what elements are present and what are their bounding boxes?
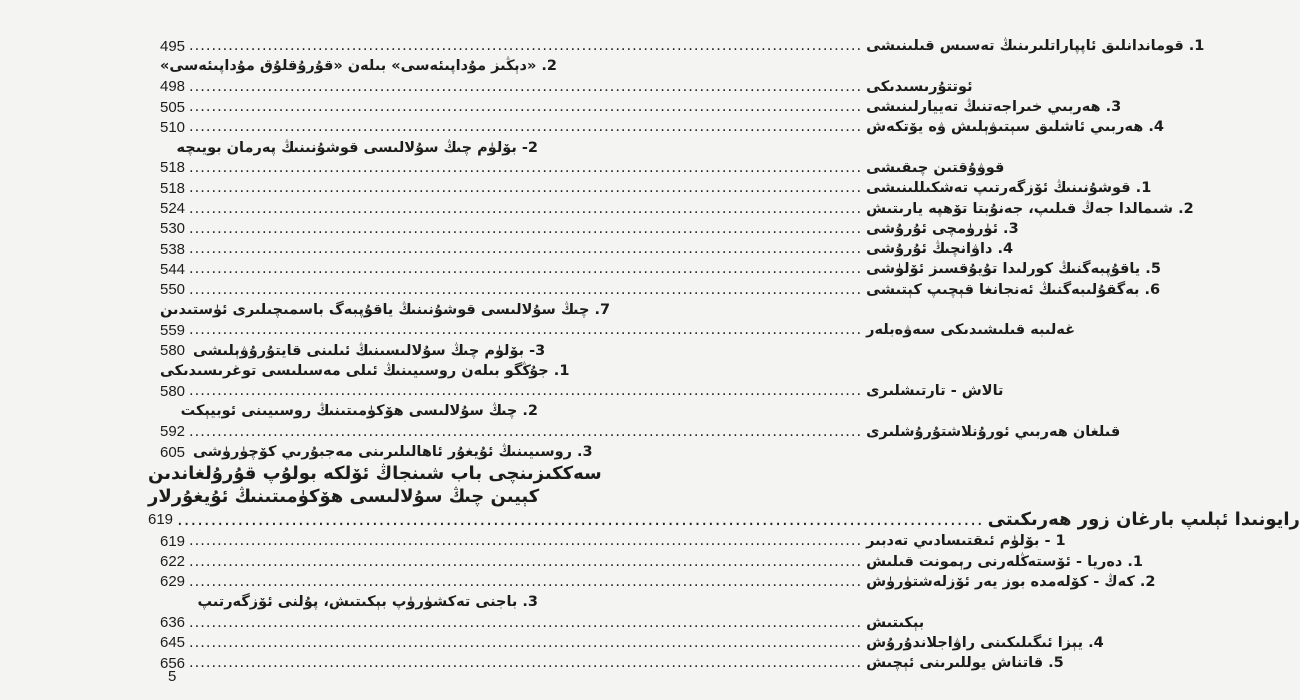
toc-leader-dots: ........................................................................................................................ [189,180,863,197]
toc-page-number: 580 [160,382,186,400]
toc-entry-text: ئوتتۇرىسىدىكى [866,78,973,95]
toc-leader-dots: ........................................................................................................................ [189,159,863,176]
toc-page-number: 505 [160,98,186,116]
toc-page-number: 550 [160,281,186,299]
toc-page-number: 524 [160,200,186,218]
toc-leader-dots: ........................................................................................................................ [189,38,863,55]
toc-page-number: 559 [160,321,186,339]
toc-entry-text: 1. قوشۇنىنىڭ ئۆزگەرتىپ تەشكىللىنىشى [866,180,1152,197]
toc-item-line [160,653,1064,673]
toc-chapter-line [148,508,1300,531]
toc-item-line [160,320,1075,340]
toc-page-number: 518 [160,179,186,197]
toc-leader-dots: ........................................................................................................................ [189,614,863,631]
toc-item-line [160,56,557,76]
toc-leader-dots: ........................................................................................................................ [189,322,863,339]
toc-entry-text: بېكىتىش [866,614,925,631]
toc-leader-dots: ........................................................................................................................ [189,281,863,298]
toc-entry-text: 6. بەگقۇلىبەگنىڭ ئەنجانغا قېچىپ كېتىشى [866,281,1161,298]
toc-item-line [160,178,1152,198]
toc-entry-text: 5. قاتناش يوللىرىنى ئېچىش [866,655,1064,672]
toc-entry-text: رايونىدا ئېلىپ بارغان زور ھەرىكىتى [987,509,1300,531]
toc-item-line [160,97,1122,117]
toc-page-number: 629 [160,573,186,591]
toc-item-line [160,422,1121,442]
toc-leader-dots: ........................................................................................................................ [189,220,863,237]
toc-entry-text: 2. چىڭ سۇلالىسى ھۆكۈمىتىنىڭ روسىيىنى ئوبيېكت [180,403,538,420]
toc-leader-dots: ........................................................................................................................ [189,383,863,400]
toc-section-line [160,158,1005,178]
toc-leader-dots: ........................................................................................................................ [189,573,863,590]
toc-leader-dots: ........................................................................................................................ [189,119,863,136]
toc-page-number: 645 [160,634,186,652]
toc-entry-text: 4. ھەربىي ئاشلىق سېتىۋېلىش ۋە يۆتكەش [866,119,1164,136]
toc-entry-text: 7. چىڭ سۇلالىسى قوشۇنىنىڭ ياقۇپبەگ باسمىچىلىرى ئۈستىدىن [160,302,611,318]
toc-leader-dots: ........................................................................................................................ [189,634,863,651]
toc-leader-dots: ........................................................................................................................ [189,241,863,258]
toc-page-number: 538 [160,240,186,258]
toc-page-number: 605 [160,443,186,461]
toc-entry-text: 3. ھەربىي خىراجەتنىڭ تەييارلىنىشى [866,99,1122,116]
toc-page-number: 592 [160,423,186,441]
toc-leader-dots: ........................................................................................................................ [189,99,863,116]
toc-entry-text: 3. روسىيىنىڭ ئۇيغۇر ئاھالىلىرىنى مەجبۇرىي كۆچۈرۈشى [193,444,593,461]
toc-entry-text: 2. كەڭ - كۆلەمدە بوز يەر ئۆزلەشتۈرۈش [866,573,1156,590]
toc-leader-dots: ........................................................................................................................ [189,423,863,440]
toc-entry-text: 1. جۇڭگو بىلەن روسىيىنىڭ ئىلى مەسىلىسى توغرىسىدىكى [160,362,570,379]
toc-item-line [160,239,1014,259]
toc-entry-text: 2. «دېڭىز مۇداپىئەسى» بىلەن «قۇرۇقلۇق مۇداپىئەسى» [160,58,557,75]
toc-page-number: 518 [160,159,186,177]
toc-entry-text: 1. قوماندانلىق ئاپپاراتلىرىنىڭ تەسىس قىلىنىشى [866,38,1205,55]
toc-item-line [160,36,1205,56]
toc-entry-text: غەلىبە قىلىشىدىكى سەۋەبلەر [866,322,1075,339]
toc-entry-text: 4. يېزا ئىگىلىكىنى راۋاجلاندۇرۇش [866,634,1104,651]
toc-item-line [160,198,1194,218]
toc-entry-text: قوۋۇقتىن چىقىشى [866,159,1005,176]
toc-item-line [160,572,1156,592]
toc-chapter-line [148,485,538,508]
toc-item-line [160,259,1161,279]
toc-item-line [160,592,538,612]
toc-entry-text: 5. ياقۇپبەگنىڭ كورلىدا تۇيۇقسىز ئۆلۈشى [866,261,1161,278]
toc-leader-dots: ........................................................................................................................ [189,200,863,217]
toc-page-number: 498 [160,78,186,96]
toc-entry-text: 3. باجنى تەكشۈرۈپ بېكىتىش، پۇلنى ئۆزگەرتىپ [197,594,538,611]
toc-leader-dots: ........................................................................................................................ [189,78,863,95]
toc-item-line [160,442,593,462]
toc-leader-dots: ........................................................................................................................ [177,509,984,531]
toc-item-line [160,280,1161,300]
toc-item-line [160,117,1164,137]
toc-page-number: 495 [160,37,186,55]
toc-item-line [160,401,538,421]
toc-section-line [160,137,538,157]
toc-entry-text: قىلغان ھەربىي ئورۇنلاشتۇرۇشلىرى [866,423,1121,440]
toc-entry-text: 2. شىمالدا جەڭ قىلىپ، جەنۇبتا تۆھپە يارىتىش [866,200,1194,217]
toc-entry-text: كېيىن چىڭ سۇلالىسى ھۆكۈمىتىنىڭ ئۇيغۇرلار [148,486,540,508]
toc-section-line [160,340,546,360]
toc-entry-text: سەككىزىنچى باب شىنجاڭ ئۆلكە بولۇپ قۇرۇلغاندىن [148,463,602,485]
toc-leader-dots: ........................................................................................................................ [189,261,863,278]
toc-page-number: 544 [160,260,186,278]
toc-entry-text: 3. ئۈرۈمچى ئۇرۇشى [866,220,1019,237]
toc-entry-text: تالاش - تارتىشلىرى [866,383,1004,400]
page-number: 5 [168,668,177,685]
toc-item-line [160,633,1104,653]
toc-page-number: 510 [160,118,186,136]
toc-entry-text: 1. دەريا - ئۆستەڭلەرنى رېمونت قىلىش [866,553,1143,570]
toc-page-number: 619 [160,532,186,550]
toc-item-line [160,300,611,320]
toc-item-line [160,381,1004,401]
toc-page-number: 656 [160,654,186,672]
toc-item-line [160,552,1143,572]
toc-page-number: 530 [160,220,186,238]
toc-entry-text: 3- بۆلۈم چىڭ سۇلالىسىنىڭ ئىلىنى قايتۇرۇۋېلىشى [193,342,546,359]
toc-entry-text: 2- بۆلۈم چىڭ سۇلالىسى قوشۇنىنىڭ پەرمان بويىچە [176,139,538,156]
toc-page-number: 619 [148,511,174,529]
toc-chapter-line [148,462,602,485]
toc-leader-dots: ........................................................................................................................ [189,553,863,570]
toc-leader-dots: ........................................................................................................................ [189,655,863,672]
toc-entry-text: 1 - بۆلۈم ئىقتىسادىي تەدبىر [866,533,1066,550]
toc-page-number: 622 [160,553,186,571]
toc-entry-text: 4. داۋانچىڭ ئۇرۇشى [866,241,1014,258]
toc-item-line [160,219,1019,239]
toc-leader-dots: ........................................................................................................................ [189,533,863,550]
toc-page-number: 580 [160,342,186,360]
toc-item-line [160,361,570,381]
toc-section-line [160,531,1066,551]
toc-page-number: 636 [160,614,186,632]
table-of-contents [148,36,1300,673]
toc-item-line [160,612,925,632]
toc-item-line [160,77,973,97]
